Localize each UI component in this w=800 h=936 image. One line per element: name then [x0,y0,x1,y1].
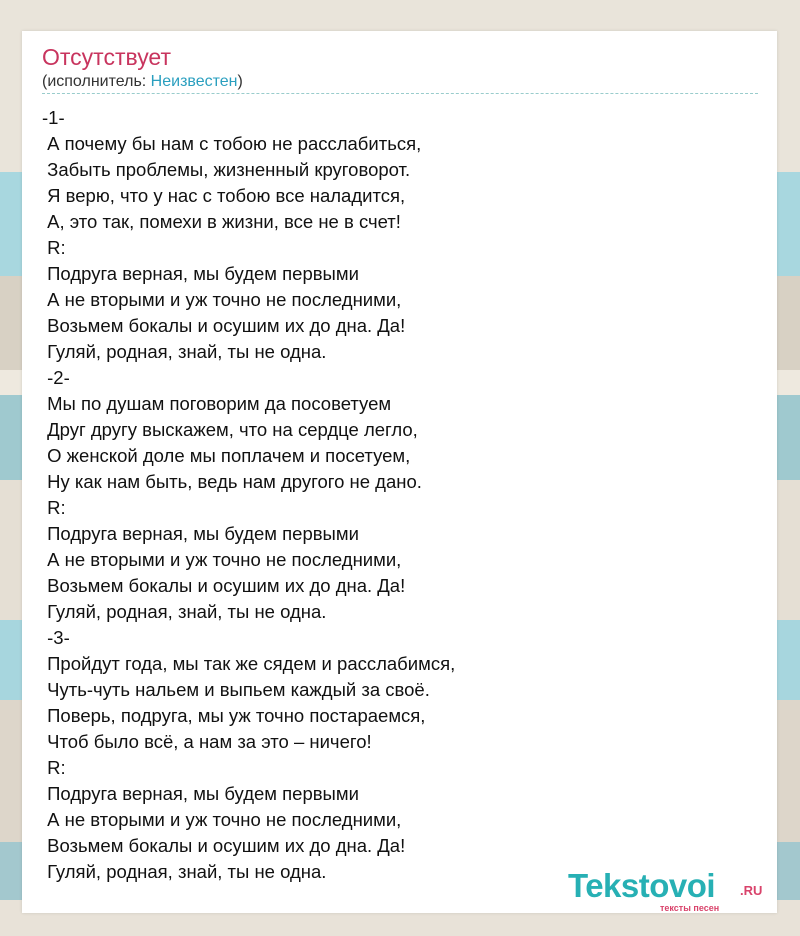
lyric-line: Подруга верная, мы будем первыми [42,263,359,284]
lyric-line: Забыть проблемы, жизненный круговорот. [42,159,411,180]
lyric-line: R: [42,497,66,518]
lyric-line: R: [42,757,66,778]
lyric-line: О женской доле мы поплачем и посетуем, [42,445,411,466]
lyrics-card [22,31,777,913]
lyric-line: Я верю, что у нас с тобою все наладится, [42,185,406,206]
lyric-line: Гуляй, родная, знай, ты не одна. [42,601,327,622]
lyrics-text [42,105,455,885]
lyric-line: Мы по душам поговорим да посоветуем [42,393,392,414]
lyric-line: Ну как нам быть, ведь нам другого не дано. [42,471,422,492]
site-logo[interactable] [568,867,778,913]
artist-link[interactable]: Неизвестен [150,73,238,90]
lyric-line: Подруга верная, мы будем первыми [42,523,359,544]
lyric-line: Подруга верная, мы будем первыми [42,783,359,804]
lyric-line: Поверь, подруга, мы уж точно постараемся, [42,705,426,726]
lyric-line: -2- [42,367,70,388]
lyric-line: Чтоб было всё, а нам за это – ничего! [42,731,372,752]
lyric-line: -1- [42,107,65,128]
lyric-line: А не вторыми и уж точно не последними, [42,289,402,310]
artist-prefix: (исполнитель: [42,73,151,90]
lyric-line: Возьмем бокалы и осушим их до дна. Да! [42,835,406,856]
artist-line [42,73,243,91]
lyric-line: А почему бы нам с тобою не расслабиться, [42,133,422,154]
song-title: Отсутствует [42,44,171,70]
lyric-line: Друг другу выскажем, что на сердце легло, [42,419,418,440]
lyric-line: А, это так, помехи в жизни, все не в счет! [42,211,401,232]
lyric-line: Возьмем бокалы и осушим их до дна. Да! [42,575,406,596]
logo-wordmark: Tekstovoi [568,867,716,904]
dashed-divider [42,93,758,94]
lyric-line: А не вторыми и уж точно не последними, [42,809,402,830]
lyric-line: Гуляй, родная, знай, ты не одна. [42,861,327,882]
lyric-line: Возьмем бокалы и осушим их до дна. Да! [42,315,406,336]
lyric-line: А не вторыми и уж точно не последними, [42,549,402,570]
lyric-line: -3- [42,627,70,648]
artist-suffix: ) [237,73,243,90]
logo-tagline: тексты песен [660,903,720,913]
lyric-line: Чуть-чуть нальем и выпьем каждый за своё. [42,679,430,700]
lyric-line: Пройдут года, мы так же сядем и расслабимся, [42,653,456,674]
lyric-line: R: [42,237,66,258]
logo-domain-suffix: .RU [740,883,763,898]
lyric-line: Гуляй, родная, знай, ты не одна. [42,341,327,362]
